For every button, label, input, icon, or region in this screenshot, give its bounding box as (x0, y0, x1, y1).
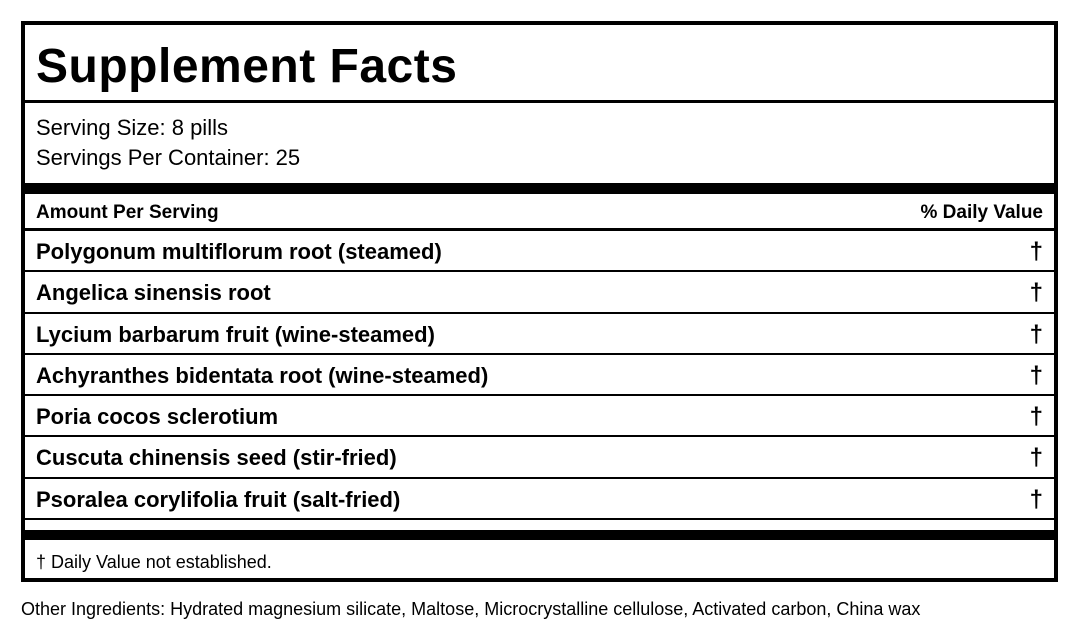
ingredient-daily-value: † (1029, 485, 1043, 513)
ingredient-row (25, 272, 1054, 313)
servings-per-container: Servings Per Container: 25 (36, 145, 301, 170)
ingredient-name: Lycium barbarum fruit (wine-steamed) (36, 321, 435, 347)
ingredient-row (25, 437, 1054, 478)
amount-per-serving-header: Amount Per Serving (36, 202, 219, 223)
ingredient-row (25, 231, 1054, 272)
ingredient-daily-value: † (1029, 238, 1043, 265)
daily-value-footnote: † Daily Value not established. (36, 552, 272, 572)
ingredient-daily-value: † (1029, 279, 1043, 307)
ingredient-daily-value: † (1029, 444, 1043, 472)
serving-size: Serving Size: 8 pills (36, 115, 228, 140)
serving-info-section (25, 103, 1054, 194)
ingredient-row (25, 479, 1054, 520)
supplement-facts-panel (21, 21, 1058, 582)
ingredient-name: Achyranthes bidentata root (wine-steamed) (36, 362, 489, 388)
ingredient-name: Polygonum multiflorum root (steamed) (36, 239, 442, 264)
label-title: Supplement Facts (36, 40, 458, 93)
ingredient-name: Poria cocos sclerotium (36, 404, 279, 430)
ingredient-row (25, 396, 1054, 437)
daily-value-header: % Daily Value (920, 202, 1043, 223)
ingredient-list (25, 231, 1054, 520)
title-section (25, 25, 1054, 103)
ingredient-daily-value: † (1029, 320, 1043, 348)
thick-divider (25, 530, 1054, 540)
other-ingredients: Other Ingredients: Hydrated magnesium silicate, Maltose, Microcrystalline cellulose, Activated carbon, China wax (21, 599, 921, 619)
ingredient-daily-value: † (1029, 361, 1043, 389)
ingredient-row (25, 355, 1054, 396)
ingredient-daily-value: † (1029, 403, 1043, 431)
ingredient-name: Psoralea corylifolia fruit (salt-fried) (36, 486, 401, 512)
ingredient-row (25, 314, 1054, 355)
column-header-row (25, 194, 1054, 231)
ingredient-name: Angelica sinensis root (36, 280, 271, 306)
ingredient-name: Cuscuta chinensis seed (stir-fried) (36, 445, 397, 471)
